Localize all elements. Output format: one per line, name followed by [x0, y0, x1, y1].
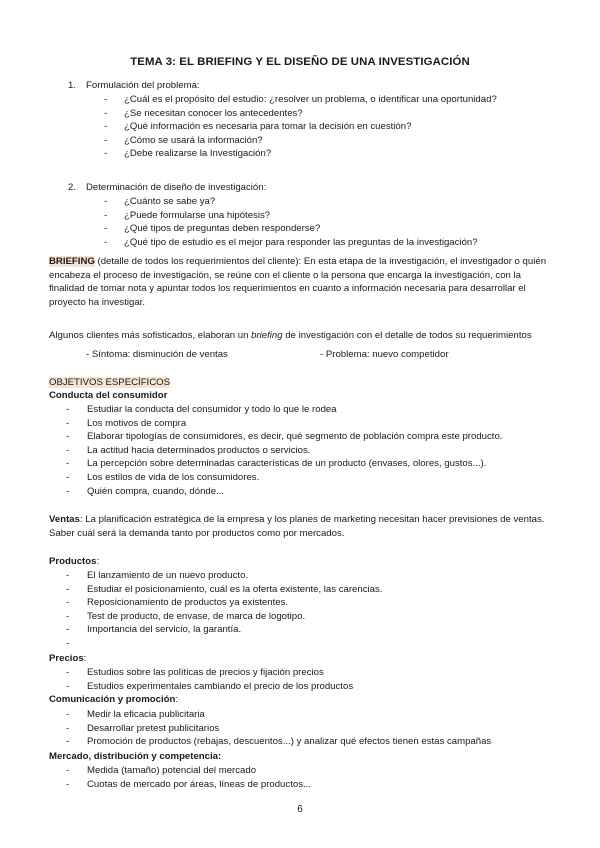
list-item: - ¿Debe realizarse la Investigación?	[104, 147, 497, 161]
consumer-heading: Conducta del consumidor	[49, 390, 168, 401]
briefing-text: (detalle de todos los requerimientos del cliente): En esta etapa de la investigación, el investigador o quién encabeza el proceso de investigación, se reúne con el cliente o la persona que encarga la investigación, con la finalidad de tomar nota y apuntar todos los requerimientos en cuanto a información necesaria para desarrollar el proyecto ha investigar.	[49, 256, 547, 308]
list-item: - ¿Qué tipos de preguntas deben responderse?	[104, 222, 478, 236]
communication-list	[66, 708, 491, 749]
clients-text-italic: briefing	[251, 330, 283, 341]
section-1-list	[104, 93, 497, 161]
section-2-list	[104, 195, 478, 249]
list-item: - El lanzamiento de un nuevo producto.	[66, 569, 382, 583]
products-list	[66, 569, 382, 651]
problem-example: - Problema: nuevo competidor	[320, 349, 449, 360]
list-item: - Elaborar tipologías de consumidores, es decir, qué segmento de población compra este producto.	[66, 430, 502, 444]
list-item: - Los motivos de compra	[66, 417, 502, 431]
consumer-list	[66, 403, 502, 498]
section-2-heading	[68, 181, 266, 195]
sales-paragraph	[49, 513, 557, 540]
communication-heading: Comunicación y promoción:	[49, 694, 179, 705]
section-1-heading	[68, 79, 200, 93]
list-item: - Medir la eficacia publicitaria	[66, 708, 491, 722]
list-item: - Estudios sobre las políticas de precios y fijación precios	[66, 666, 353, 680]
list-item: - Test de producto, de envase, de marca de logotipo.	[66, 610, 382, 624]
clients-paragraph	[49, 329, 557, 343]
symptom-example: - Síntoma: disminución de ventas	[86, 349, 228, 360]
list-item: - La actitud hacia determinados productos o servicios.	[66, 444, 502, 458]
list-item: - Importancia del servicio, la garantía.	[66, 623, 382, 637]
clients-text-after: de investigación con el detalle de todos su requerimientos	[282, 330, 532, 341]
list-item: - ¿Qué tipo de estudio es el mejor para responder las preguntas de la investigación?	[104, 236, 478, 250]
list-item: - Desarrollar pretest publicitarios	[66, 722, 491, 736]
list-item: - ¿Cuánto se sabe ya?	[104, 195, 478, 209]
list-item: - ¿Qué información es necesaria para tomar la decisión en cuestión?	[104, 120, 497, 134]
briefing-paragraph	[49, 255, 557, 309]
list-item: - Estudios experimentales cambiando el precio de los productos	[66, 680, 353, 694]
prices-heading: Precios:	[49, 653, 87, 664]
list-item: - Promoción de productos (rebajas, descuentos...) y analizar qué efectos tienen estas campañas	[66, 735, 491, 749]
list-item: - Cuotas de mercado por áreas, líneas de productos...	[66, 778, 311, 792]
products-heading: Productos:	[49, 556, 100, 567]
section-1-label: Formulación del problema:	[86, 80, 200, 91]
list-item: - ¿Puede formularse una hipótesis?	[104, 209, 478, 223]
list-item: - Quién compra, cuando, dónde...	[66, 485, 502, 499]
section-2-number: 2.	[68, 182, 77, 193]
clients-text-before: Algunos clientes más sofisticados, elaboran un	[49, 330, 252, 341]
objectives-heading: OBJETIVOS ESPECÍFICOS	[49, 377, 171, 388]
sales-label: Ventas	[49, 514, 80, 525]
prices-list	[66, 666, 353, 693]
section-1-number: 1.	[68, 80, 77, 91]
page-number: 6	[297, 804, 303, 815]
section-2-label: Determinación de diseño de investigación:	[86, 182, 267, 193]
market-list	[66, 764, 311, 791]
page-title: TEMA 3: EL BRIEFING Y EL DISEÑO DE UNA INVESTIGACIÓN	[130, 56, 470, 68]
list-item: - Medida (tamaño) potencial del mercado	[66, 764, 311, 778]
list-item: - Los estilos de vida de los consumidores.	[66, 471, 502, 485]
market-heading: Mercado, distribución y competencia:	[49, 751, 222, 762]
list-item: - Reposicionamiento de productos ya existentes.	[66, 596, 382, 610]
sales-text: : La planificación estratégica de la empresa y los planes de marketing necesitan hacer previsiones de ventas. Saber cuál será la demanda tanto por productos como por mercados.	[49, 514, 545, 539]
list-item: - ¿Cuál es el propósito del estudio: ¿resolver un problema, o identificar una oportunidad?	[104, 93, 497, 107]
list-item: - Estudiar el posicionamiento, cuál es la oferta existente, las carencias.	[66, 583, 382, 597]
list-item: - Estudiar la conducta del consumidor y todo lo que le rodea	[66, 403, 502, 417]
briefing-term: BRIEFING	[49, 256, 95, 267]
list-item: - La percepción sobre determinadas características de un producto (envases, olores, gustos...).	[66, 457, 502, 471]
list-item: - ¿Cómo se usará la información?	[104, 134, 497, 148]
list-item: - ¿Se necesitan conocer los antecedentes?	[104, 107, 497, 121]
list-item	[66, 637, 382, 651]
